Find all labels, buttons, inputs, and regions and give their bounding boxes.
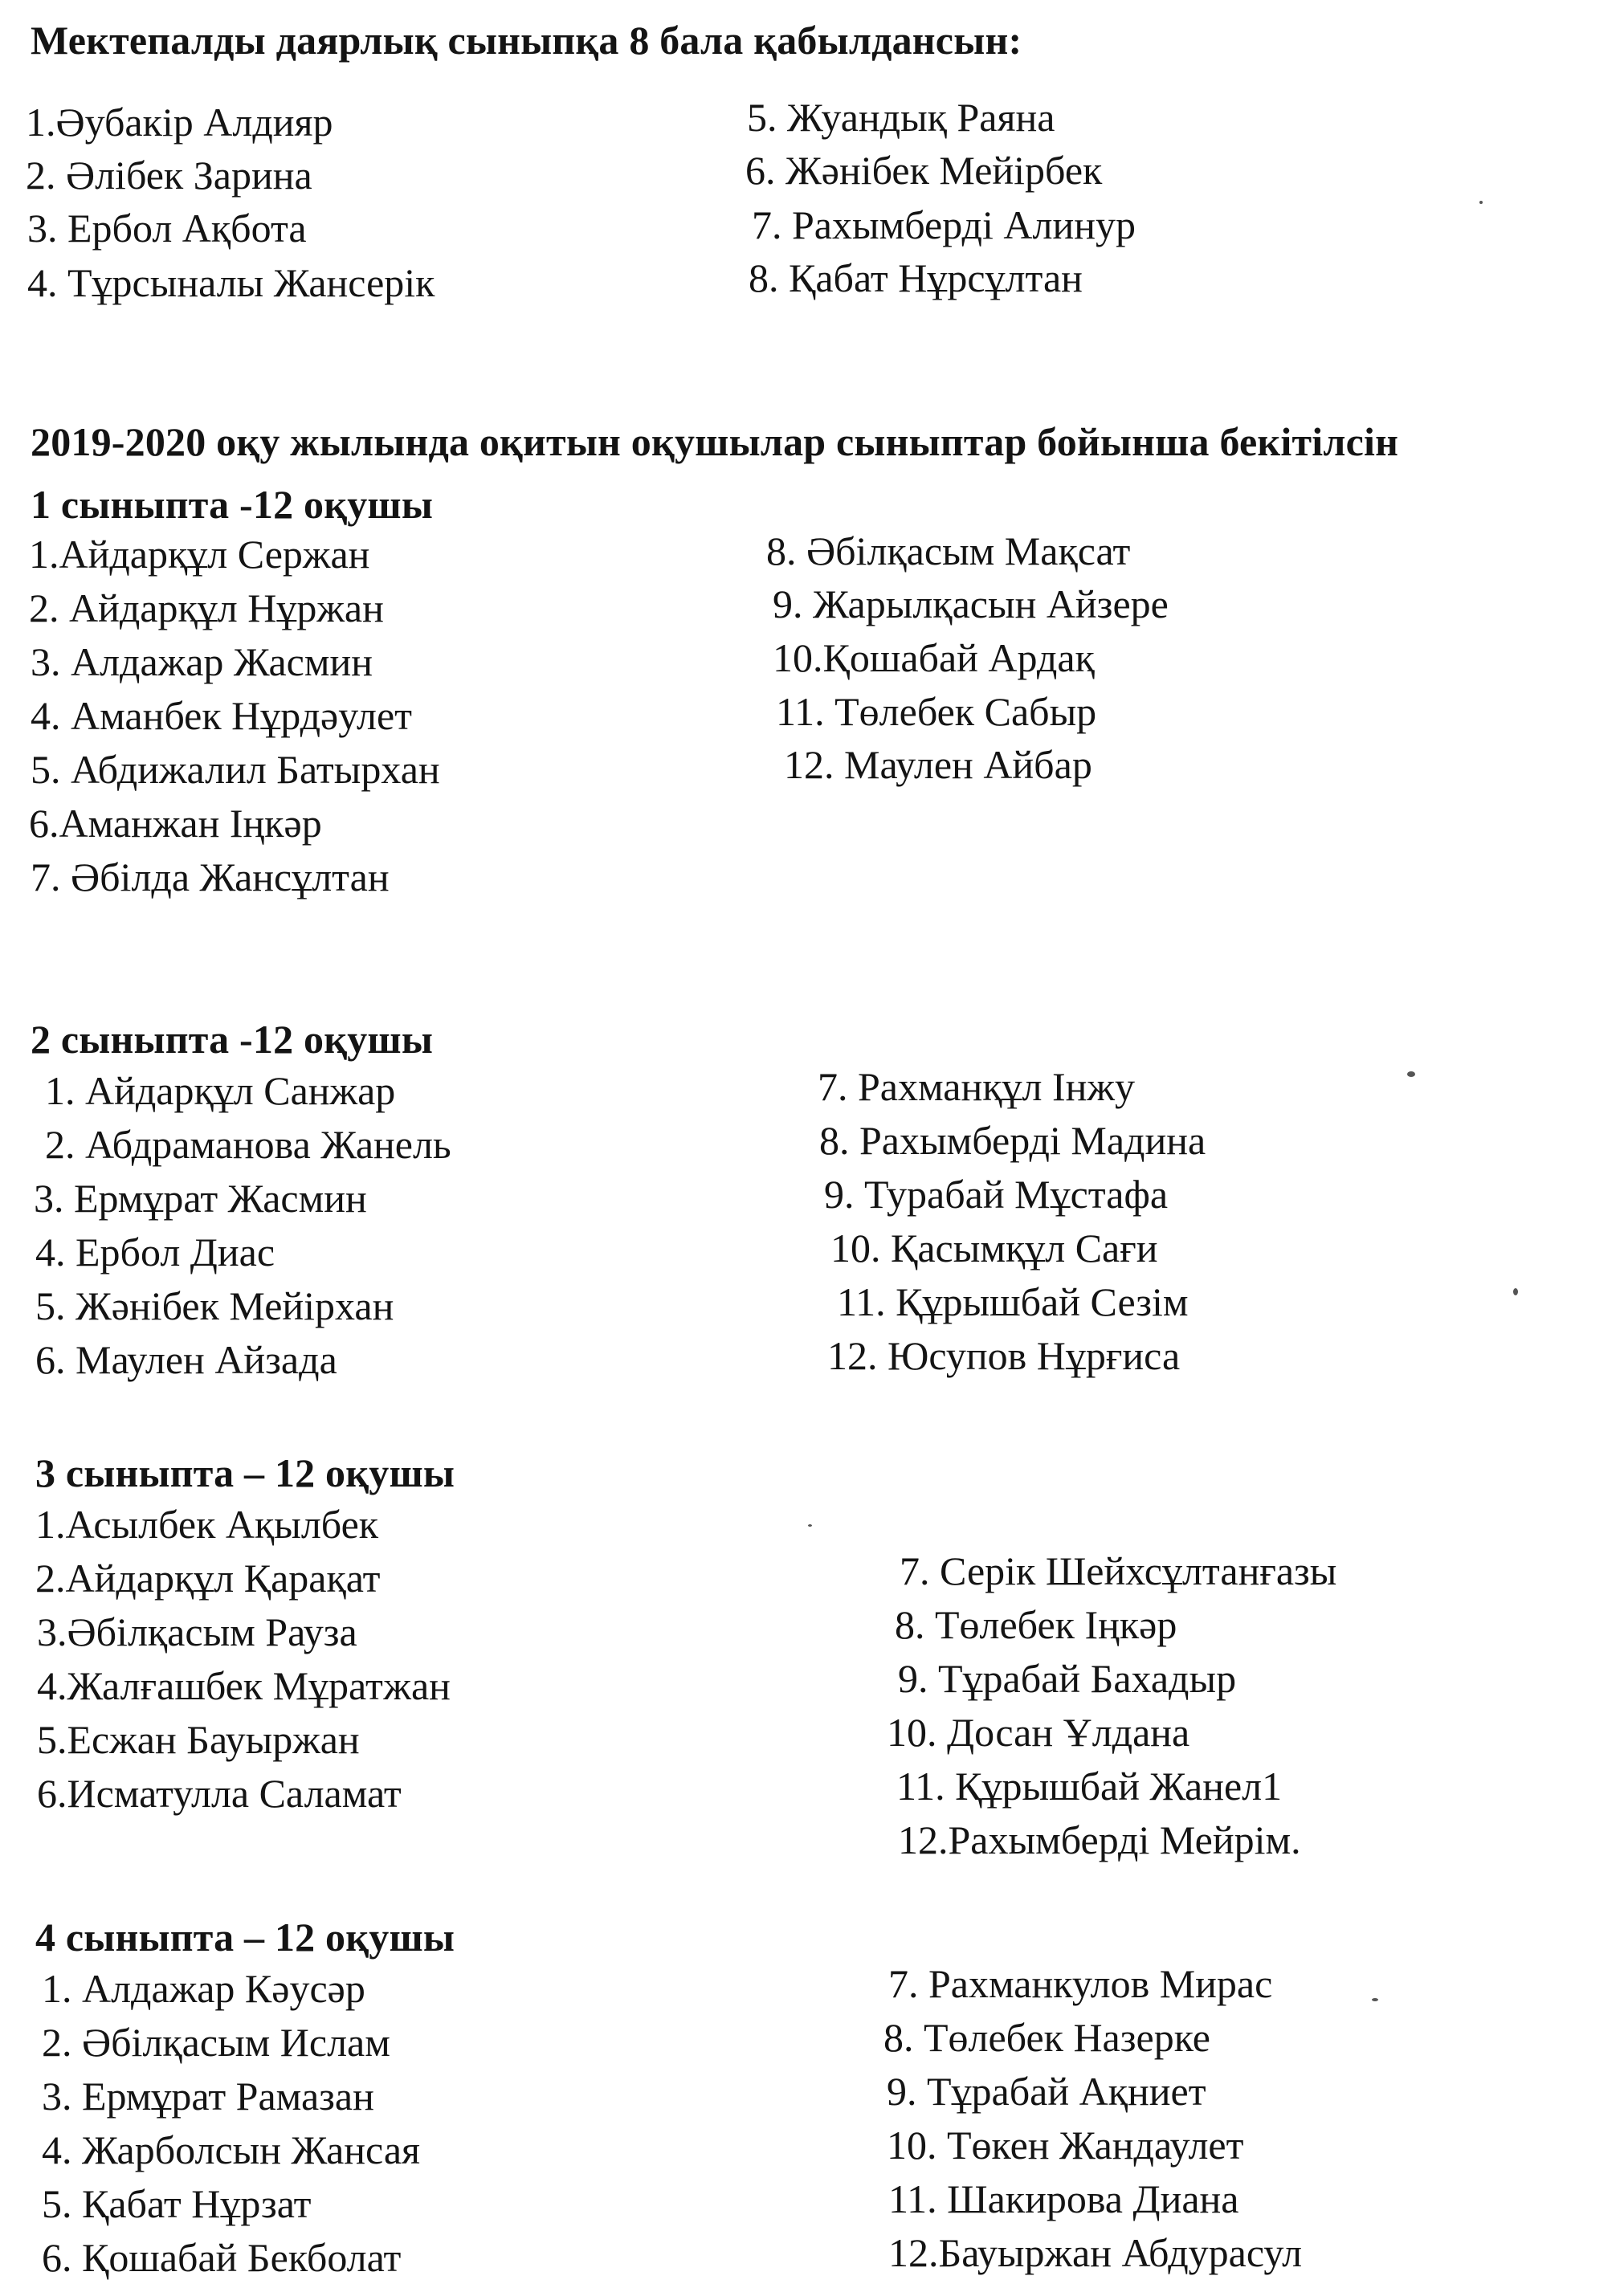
class1-left-item: 1.Айдарқұл Сержан: [29, 532, 370, 577]
preschool-right-item: 5. Жуандық Раяна: [747, 95, 1055, 140]
class1-left-item: 6.Аманжан Іңкәр: [29, 801, 322, 846]
class2-right-item: 9. Турабай Мұстафа: [824, 1172, 1169, 1217]
class4-left-item: 5. Қабат Нұрзат: [42, 2181, 312, 2226]
class4-left-item: 4. Жарболсын Жансая: [42, 2127, 421, 2172]
class3-right-item: 8. Төлебек Іңкәр: [895, 1602, 1177, 1647]
class1-left-item: 7. Әбілда Жансұлтан: [31, 854, 390, 899]
class1-heading: 1 сыныпта -12 оқушы: [31, 482, 434, 527]
preschool-heading: Мектепалды даярлық сыныпқа 8 бала қабылдансын:: [31, 18, 1022, 63]
main-heading: 2019-2020 оқу жылында оқитын оқушылар сыныптар бойынша бекітілсін: [31, 419, 1399, 464]
class4-right-item: 7. Рахманкулов Мирас: [888, 1961, 1273, 2006]
scan-speck: [1479, 201, 1483, 204]
class4-left-item: 6. Қошабай Бекболат: [42, 2235, 402, 2280]
class3-right-item: 7. Серік Шейхсұлтанғазы: [900, 1548, 1337, 1593]
class3-heading: 3 сыныпта – 12 оқушы: [35, 1450, 455, 1495]
scan-speck: [1513, 1288, 1518, 1295]
class1-left-item: 2. Айдарқұл Нұржан: [29, 585, 384, 630]
class2-left-item: 1. Айдарқұл Санжар: [45, 1068, 396, 1113]
class2-left-item: 3. Ермұрат Жасмин: [34, 1176, 367, 1221]
class3-left-item: 2.Айдарқұл Қарақат: [35, 1556, 381, 1601]
class1-left-item: 5. Абдижалил Батырхан: [31, 747, 440, 792]
class1-right-item: 8. Әбілқасым Мақсат: [766, 528, 1131, 573]
class3-left-item: 6.Исматулла Саламат: [37, 1771, 402, 1816]
class3-right-item: 10. Досан Ұлдана: [887, 1710, 1190, 1755]
preschool-right-item: 8. Қабат Нұрсұлтан: [749, 255, 1083, 300]
class1-left-item: 3. Алдажар Жасмин: [31, 639, 373, 684]
preschool-left-item: 1.Әубакір Алдияр: [26, 100, 333, 145]
class4-right-item: 12.Бауыржан Абдурасул: [888, 2230, 1303, 2275]
class3-left-item: 1.Асылбек Ақылбек: [35, 1502, 379, 1547]
preschool-left-item: 2. Әлібек Зарина: [26, 153, 312, 198]
class4-left-item: 2. Әбілқасым Ислам: [42, 2020, 390, 2065]
class2-right-item: 10. Қасымқұл Сағи: [830, 1226, 1158, 1270]
class4-right-item: 10. Төкен Жандаулет: [887, 2123, 1244, 2168]
class3-left-item: 5.Есжан Бауыржан: [37, 1717, 360, 1762]
class2-right-item: 11. Құрышбай Сезім: [837, 1279, 1189, 1324]
class1-right-item: 9. Жарылқасын Айзере: [773, 581, 1169, 626]
class3-left-item: 3.Әбілқасым Рауза: [37, 1609, 357, 1654]
class2-left-item: 5. Жәнібек Мейірхан: [35, 1283, 394, 1328]
class4-right-item: 9. Тұрабай Ақниет: [887, 2069, 1206, 2114]
class2-right-item: 7. Рахманқұл Інжу: [818, 1064, 1135, 1109]
class3-right-item: 12.Рахымберді Мейрім.: [898, 1817, 1301, 1862]
class1-right-item: 10.Қошабай Ардақ: [773, 635, 1095, 680]
class2-right-item: 8. Рахымберді Мадина: [819, 1118, 1206, 1163]
preschool-right-item: 6. Жәнібек Мейірбек: [745, 148, 1103, 193]
class2-left-item: 2. Абдраманова Жанель: [45, 1122, 451, 1167]
class3-right-item: 9. Тұрабай Бахадыр: [898, 1656, 1237, 1701]
class2-left-item: 6. Маулен Айзада: [35, 1337, 337, 1382]
class4-left-item: 3. Ермұрат Рамазан: [42, 2074, 374, 2119]
scan-speck: [1407, 1071, 1415, 1077]
preschool-right-item: 7. Рахымберді Алинур: [752, 202, 1136, 247]
class2-left-item: 4. Ербол Диас: [35, 1230, 275, 1275]
class1-right-item: 11. Төлебек Сабыр: [776, 689, 1097, 734]
class2-heading: 2 сыныпта -12 оқушы: [31, 1017, 434, 1062]
class2-right-item: 12. Юсупов Нұрғиса: [827, 1333, 1181, 1378]
class4-right-item: 8. Төлебек Назерке: [883, 2015, 1210, 2060]
class1-right-item: 12. Маулен Айбар: [784, 742, 1092, 787]
class4-left-item: 1. Алдажар Кәусәр: [42, 1966, 365, 2011]
scan-speck: [808, 1524, 812, 1527]
class3-left-item: 4.Жалғашбек Мұратжан: [37, 1663, 451, 1708]
class4-heading: 4 сыныпта – 12 оқушы: [35, 1915, 455, 1960]
scan-speck: [1372, 1998, 1378, 2001]
preschool-left-item: 4. Тұрсыналы Жансерік: [27, 260, 435, 305]
class1-left-item: 4. Аманбек Нұрдәулет: [31, 693, 412, 738]
class4-right-item: 11. Шакирова Диана: [888, 2176, 1239, 2221]
preschool-left-item: 3. Ербол Ақбота: [27, 206, 307, 251]
class3-right-item: 11. Құрышбай Жанел1: [896, 1764, 1283, 1809]
